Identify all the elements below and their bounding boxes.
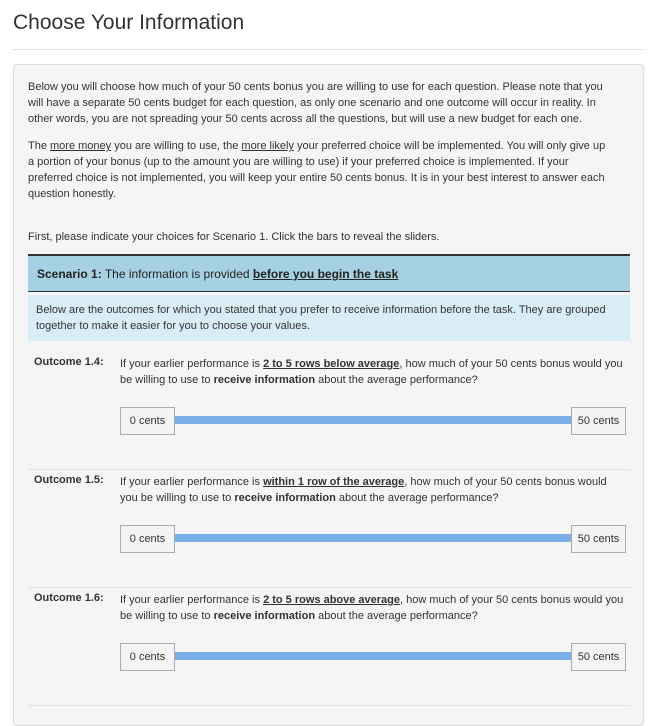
intro-paragraph-2: The more money you are willing to use, the more likely your preferred choice will be implemented. You will only give up a portion of your bonus (up to the amount you are willing to use) if your preferred choice is implemented. If your preferred choice is not implemented, you will keep your entire 50 cents bonus. It is in your best interest to answer each question honestly. <box>28 140 606 200</box>
scenario-description: Below are the outcomes for which you stated that you prefer to receive information before the task. They are grouped together to make it easier for you to choose your values. <box>28 295 630 341</box>
title-divider <box>13 49 644 50</box>
more-money-text: more money <box>50 140 112 152</box>
willingness-slider-bar[interactable] <box>175 652 571 660</box>
more-likely-text: more likely <box>241 140 294 152</box>
slider-min-label: 0 cents <box>120 407 175 435</box>
survey-panel <box>13 64 644 726</box>
slider-min-label: 0 cents <box>120 643 175 671</box>
willingness-slider-bar[interactable] <box>175 534 571 542</box>
slider-min-label: 0 cents <box>120 525 175 553</box>
outcome-question: If your earlier performance is within 1 row of the average, how much of your 50 cents bonus would you be willing to use to receive information about the average performance? <box>120 476 607 504</box>
outcome-label: Outcome 1.5: <box>34 474 104 486</box>
outcome-row <box>28 470 630 588</box>
outcome-label: Outcome 1.6: <box>34 592 104 604</box>
outcome-question: If your earlier performance is 2 to 5 rows above average, how much of your 50 cents bonus would you be willing to use to receive information about the average performance? <box>120 594 624 622</box>
slider-max-label: 50 cents <box>571 643 626 671</box>
outcome-row <box>28 352 630 470</box>
outcome-label: Outcome 1.4: <box>34 356 104 368</box>
scenario-header: Scenario 1: The information is provided before you begin the task <box>28 254 630 292</box>
outcome-row <box>28 588 630 706</box>
scenario-emphasis: before you begin the task <box>252 267 399 281</box>
intro-paragraph-3: First, please indicate your choices for Scenario 1. Click the bars to reveal the sliders. <box>28 231 440 243</box>
slider-max-label: 50 cents <box>571 525 626 553</box>
outcome-question: If your earlier performance is 2 to 5 rows below average, how much of your 50 cents bonus would you be willing to use to receive information about the average performance? <box>120 358 623 386</box>
slider-max-label: 50 cents <box>571 407 626 435</box>
page-title: Choose Your Information <box>13 11 245 34</box>
scenario-label: Scenario 1: <box>37 267 102 281</box>
willingness-slider-bar[interactable] <box>175 416 571 424</box>
intro-paragraph-1: Below you will choose how much of your 50 cents bonus you are willing to use for each question. Please note that you will have a separate 50 cents budget for each question, as only one scenario and one outcome will occur in reality. In other words, you are not spreading your 50 cents across all the questions, but will use a new budget for each one. <box>28 81 603 125</box>
